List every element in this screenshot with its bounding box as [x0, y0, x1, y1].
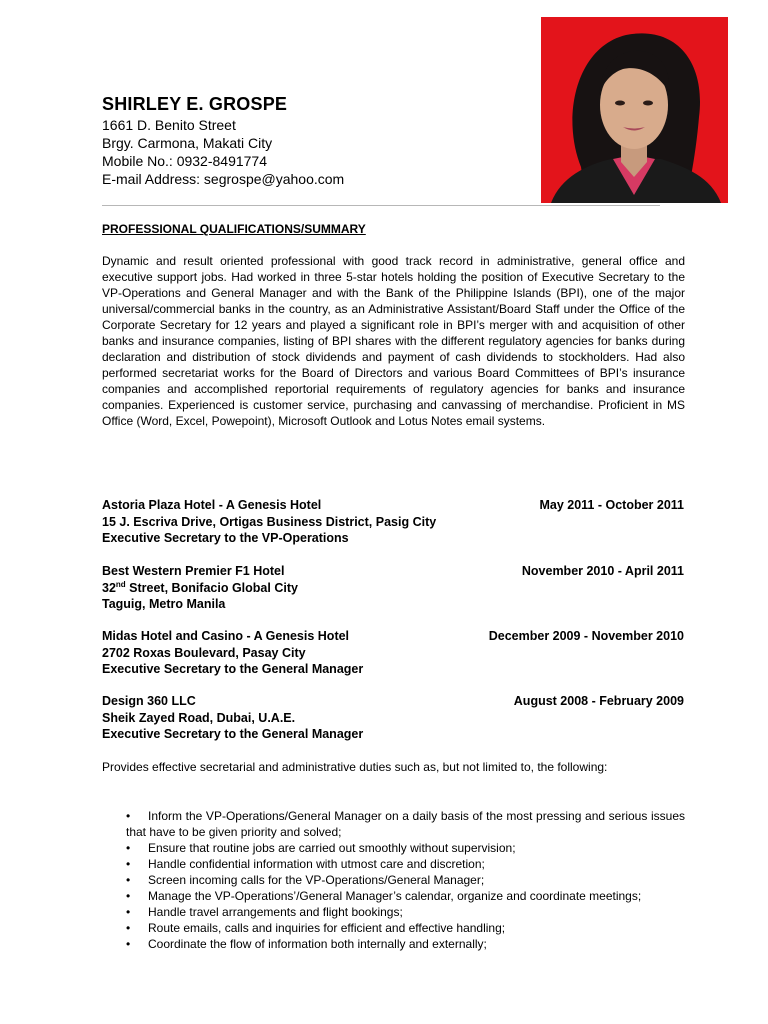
profile-photo [541, 17, 728, 203]
job-entry [102, 628, 684, 678]
duty-item: • Inform the VP-Operations/General Manager on a daily basis of the most pressing and serious issues that have to be given priority and solved; [126, 809, 685, 839]
email-address: E-mail Address: segrospe@yahoo.com [102, 171, 345, 187]
summary-text: Dynamic and result oriented professional with good track record in administrative, general office and executive support jobs. Had worked in three 5-star hotels holding the position of Executive Secretary to the VP-Operations and General Manager and with the Bank of the Philippine Islands (BPI), one of the major universal/commercial banks in the country, as an Administrative Assistant/Board Staff under the Office of the Corporate Secretary for 12 years and played a significant role in BPI’s merger with and acquisition of other banks and insurance companies, listing of BPI shares with the different regulatory agencies for banks during declaration and distribution of stock dividends and payment of cash dividends to stockholders. Had also performed secretariat works for the Board of Directors and various Board Committees of BPI’s insurance companies and accomplished reportorial requirements of regulatory agencies for banks and insurance companies. Experienced is customer service, purchasing and canvassing of merchandise. Proficient in MS Office (Word, Excel, Powepoint), Microsoft Outlook and Lotus Notes email systems. [102, 254, 685, 428]
bullet-icon: • [126, 889, 131, 903]
bullet-icon: • [126, 857, 131, 871]
contact-block [102, 116, 344, 188]
job-title: Executive Secretary to the VP-Operations [102, 531, 349, 545]
job-company: Best Western Premier F1 Hotel [102, 564, 285, 578]
job-title: Executive Secretary to the General Manager [102, 727, 364, 741]
job-entry [102, 497, 684, 547]
address-line-1: 1661 D. Benito Street [102, 117, 236, 133]
candidate-name: SHIRLEY E. GROSPE [102, 94, 288, 114]
address-line-2: Brgy. Carmona, Makati City [102, 135, 273, 151]
duties-intro: Provides effective secretarial and administrative duties such as, but not limited to, the following: [102, 760, 608, 774]
job-entry [102, 693, 684, 743]
duties-list [126, 808, 685, 952]
bullet-icon: • [126, 937, 131, 951]
job-dates: May 2011 - October 2011 [539, 498, 684, 512]
bullet-icon: • [126, 841, 131, 855]
job-title: Executive Secretary to the General Manager [102, 662, 364, 676]
job-address: 15 J. Escriva Drive, Ortigas Business District, Pasig City [102, 514, 437, 529]
mobile-number: Mobile No.: 0932-8491774 [102, 153, 268, 169]
duty-item: • Manage the VP-Operations’/General Manager’s calendar, organize and coordinate meetings; [126, 889, 642, 903]
duty-item: • Coordinate the flow of information both internally and externally; [126, 937, 487, 951]
duty-item: • Handle confidential information with utmost care and discretion; [126, 857, 485, 871]
job-company: Midas Hotel and Casino - A Genesis Hotel [102, 629, 350, 643]
ordinal-suffix: nd [115, 579, 126, 589]
job-dates: December 2009 - November 2010 [488, 629, 684, 643]
bullet-icon: • [126, 873, 131, 887]
job-dates: August 2008 - February 2009 [513, 694, 684, 708]
job-location: Taguig, Metro Manila [102, 597, 226, 611]
duty-item: • Screen incoming calls for the VP-Operations/General Manager; [126, 873, 485, 887]
street-name: Street, Bonifacio Global City [125, 580, 298, 595]
header-divider [102, 205, 660, 206]
bullet-icon: • [126, 921, 131, 935]
job-address: Sheik Zayed Road, Dubai, U.A.E. [102, 710, 296, 725]
portrait-image [541, 17, 728, 203]
job-company: Design 360 LLC [102, 694, 196, 708]
street-number: 32 [102, 580, 116, 595]
duty-item: • Handle travel arrangements and flight bookings; [126, 905, 403, 919]
bullet-icon: • [126, 905, 131, 919]
duty-item: • Ensure that routine jobs are carried out smoothly without supervision; [126, 841, 516, 855]
job-address [102, 580, 684, 597]
duty-item: • Route emails, calls and inquiries for efficient and effective handling; [126, 921, 506, 935]
job-address: 2702 Roxas Boulevard, Pasay City [102, 645, 306, 660]
bullet-icon: • [126, 809, 131, 823]
job-company: Astoria Plaza Hotel - A Genesis Hotel [102, 498, 322, 512]
job-entry [102, 563, 684, 613]
job-dates: November 2010 - April 2011 [521, 564, 684, 578]
summary-heading: PROFESSIONAL QUALIFICATIONS/SUMMARY [102, 222, 366, 236]
